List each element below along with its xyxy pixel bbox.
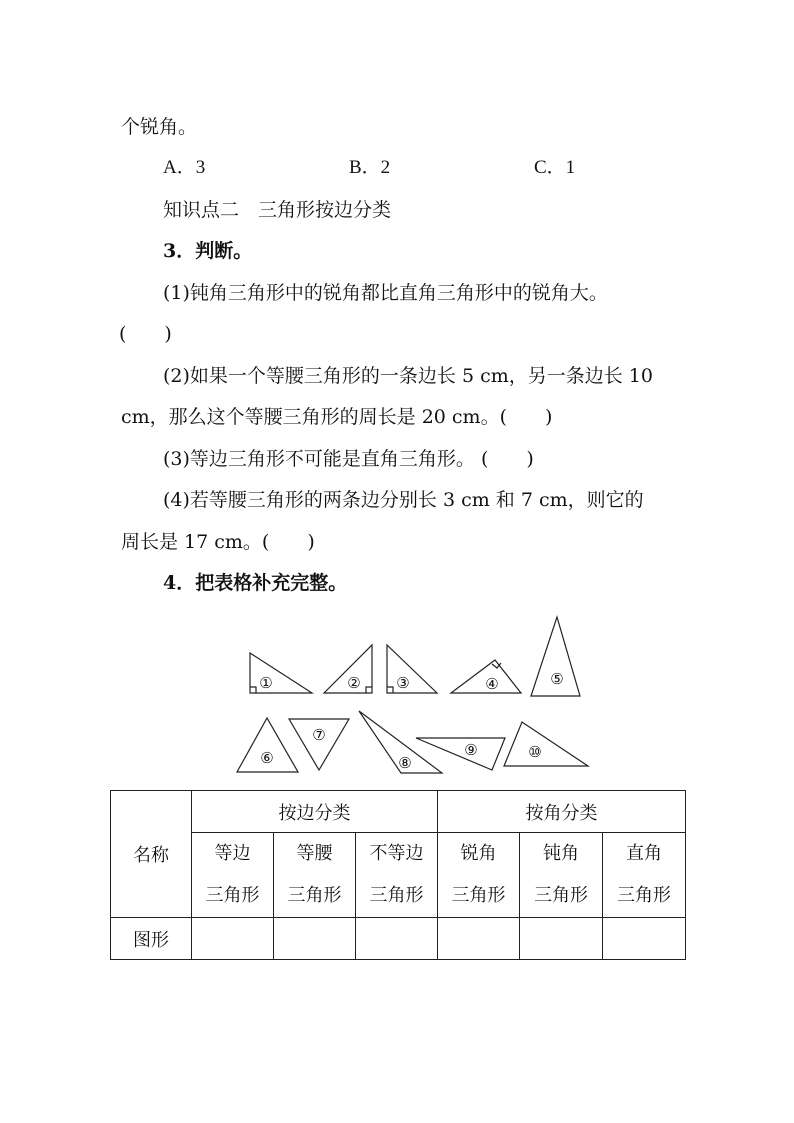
text-line-1: 个锐角。 bbox=[121, 116, 198, 138]
option-c: C．1 bbox=[534, 157, 576, 178]
triangle-3 bbox=[387, 645, 437, 693]
label-9: ⑨ bbox=[464, 741, 478, 759]
right-angle-mark-2 bbox=[366, 687, 372, 693]
q3-item-1: (1)钝角三角形中的锐角都比直角三角形中的锐角大。 bbox=[163, 282, 608, 304]
right-angle-mark-1 bbox=[250, 687, 256, 693]
header-by-side: 按边分类 bbox=[192, 791, 438, 833]
answer-cell-isosceles[interactable] bbox=[274, 918, 356, 960]
col-right: 直角 三角形 bbox=[603, 833, 686, 918]
q3-item-1-blank: ( ) bbox=[119, 323, 172, 345]
section-heading: 知识点二 三角形按边分类 bbox=[163, 199, 392, 221]
question-4: 4．把表格补充完整。 bbox=[163, 572, 348, 594]
q3-item-4: (4)若等腰三角形的两条边分别长 3 cm 和 7 cm，则它的 bbox=[163, 489, 644, 511]
header-name: 名称 bbox=[111, 791, 192, 918]
label-7: ⑦ bbox=[312, 726, 326, 744]
triangle-10 bbox=[504, 722, 588, 766]
q3-item-2-cont: cm，那么这个等腰三角形的周长是 20 cm。( ) bbox=[121, 406, 553, 428]
q3-item-2: (2)如果一个等腰三角形的一条边长 5 cm，另一条边长 10 bbox=[163, 365, 653, 387]
answer-cell-equilateral[interactable] bbox=[192, 918, 274, 960]
right-angle-mark-3 bbox=[387, 687, 393, 693]
option-a: A．3 bbox=[163, 157, 206, 178]
q3-item-3: (3)等边三角形不可能是直角三角形。 ( ) bbox=[163, 448, 534, 470]
answer-cell-right[interactable] bbox=[603, 918, 686, 960]
answer-cell-acute[interactable] bbox=[438, 918, 520, 960]
question-3: 3．判断。 bbox=[163, 240, 253, 262]
answer-cell-obtuse[interactable] bbox=[520, 918, 603, 960]
label-3: ③ bbox=[396, 674, 410, 692]
label-10: ⑩ bbox=[528, 743, 542, 761]
answer-cell-scalene[interactable] bbox=[356, 918, 438, 960]
col-acute: 锐角 三角形 bbox=[438, 833, 520, 918]
col-equilateral: 等边 三角形 bbox=[192, 833, 274, 918]
label-8: ⑧ bbox=[398, 754, 412, 772]
triangle-9 bbox=[416, 738, 505, 770]
header-by-angle: 按角分类 bbox=[438, 791, 686, 833]
col-scalene: 不等边 三角形 bbox=[356, 833, 438, 918]
q3-item-4-cont: 周长是 17 cm。( ) bbox=[121, 531, 315, 553]
row-label-shapes: 图形 bbox=[111, 918, 192, 960]
label-2: ② bbox=[347, 674, 361, 692]
col-obtuse: 钝角 三角形 bbox=[520, 833, 603, 918]
label-1: ① bbox=[259, 674, 273, 692]
col-isosceles: 等腰 三角形 bbox=[274, 833, 356, 918]
label-4: ④ bbox=[485, 675, 499, 693]
option-b: B．2 bbox=[349, 157, 391, 178]
right-angle-mark-4 bbox=[492, 663, 501, 668]
classification-table bbox=[110, 790, 686, 960]
label-5: ⑤ bbox=[550, 670, 564, 688]
label-6: ⑥ bbox=[260, 749, 274, 767]
